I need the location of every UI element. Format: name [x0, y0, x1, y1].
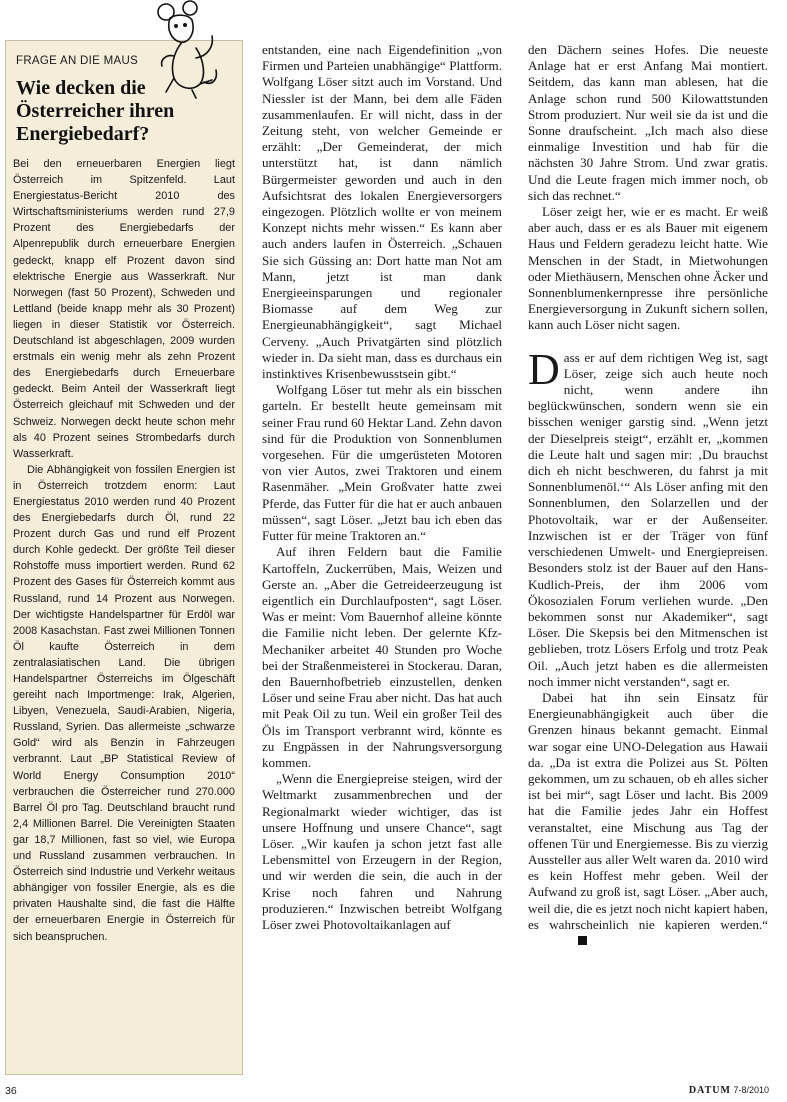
- article-column-2: [262, 42, 502, 1082]
- sidebar-paragraph: Bei den erneuerbaren Energien liegt Österreich im Spitzenfeld. Laut Energiestatus-Bericht 2010 des Wirtschaftsministeriums werden rund 27,9 Prozent des Energiebedarfs der Alpenrepublik durch erneuerbare Energien gedeckt, knapp elf Prozent davon sind elektrische Energie aus Wasserkraft. Nur Norwegen (fast 50 Prozent), Schweden und Lettland (beide knapp mehr als 30 Prozent) liegen in dieser Statistik vor Österreich. Deutschland ist abgeschlagen, 2009 wurden erstmals ein wenig mehr als zehn Prozent des Energiebedarfs durch Erneuerbare gedeckt. Beim Anteil der Wasserkraft liegt Österreich gleichauf mit Schweden und der Schweiz. Norwegen deckt heute schon mehr als 40 Prozent seines Strombedarfs durch Wasserkraft.: [13, 158, 235, 460]
- page-number: 36: [5, 1085, 17, 1097]
- drop-cap: D: [528, 344, 560, 394]
- article-paragraph-dropcap: [528, 344, 768, 690]
- article-paragraph: Wolfgang Löser tut mehr als ein bisschen garteln. Er bestellt heute gemeinsam mit seiner Frau rund 60 Hektar Land. Zehn davon sind für die Produktion von Sonnenblumen vorgesehen. Für die umgerüsteten Motoren von vier Autos, zwei Traktoren und einem Rasenmäher. „Mein Großvater hatte zwei Pferde, das Futter für die hat er auch anbauen müssen“, sagt Löser. „Jetzt bau ich eben das Futter für meine Traktoren an.“: [262, 382, 502, 544]
- sidebar-title: Wie decken die Österreicher ihren Energiebedarf?: [16, 77, 175, 145]
- article-paragraph: entstanden, eine nach Eigendefinition „von Firmen und Parteien unabhängige“ Plattform. Wolfgang Löser sitzt auch im Vorstand. Und Niessler ist der Mann, bei dem alle Fäden zusammenlaufen. Er will nicht, dass in der Zeitung steht, von welcher Gemeinde er erzählt: „Der Gemeinderat, der mich unterstützt hat, ist dann nämlich Bürgermeister geworden und auch in den Aufsichtsrat des lokalen Energieversorgers eingezogen. Plötzlich wollte er von meinem Konzept nichts mehr wissen.“ Es kann aber auch anders laufen in Österreich. „Schauen Sie sich Güssing an: Dort hatte man Not am Mann, jetzt ist man dank Energieeinsparungen und regionaler Biomasse auf dem Weg zur Energieunabhängigkeit“, sagt Michael Cerveny. „Auch Privatgärten sind plötzlich wieder in. Da sieht man, dass es durchaus ein instinktives Krisenbewusstsein gibt.“: [262, 42, 502, 382]
- article-paragraph: Auf ihren Feldern baut die Familie Kartoffeln, Zuckerrüben, Mais, Weizen und Gerste an. „Aber die Getreideerzeugung ist eigentlich ein Durchlaufposten“, sagt Löser. Was er meint: Vom Bauernhof alleine könnte die Familie nicht leben. Der gelernte Kfz-Mechaniker arbeitet 40 Stunden pro Woche bei der Straßenmeisterei in Stockerau. Daran, den Bauernhofbetrieb einzustellen, denken Löser und seine Frau aber nicht. Das hat auch mit Peak Oil zu tun. Weil ein großer Teil des Öls im Transport verbrannt wird, könnte es zu Engpässen in der Nahrungsversorgung kommen.: [262, 544, 502, 770]
- article-column-3: [528, 42, 768, 1082]
- sidebar-kicker: FRAGE AN DIE MAUS: [16, 55, 139, 67]
- sidebar-paragraph: Die Abhängigkeit von fossilen Energien ist in Österreich trotzdem enorm: Laut Energiestatus 2010 werden rund 40 Prozent des Energiebedarfs durch Öl, rund 22 Prozent durch Gas und rund elf Prozent durch Kohle gedeckt. Der größte Teil dieser Rohstoffe muss importiert werden. Rund 62 Prozent des Gases für Österreich kommt aus Russland, rund 14 Prozent aus Norwegen. Der wichtigste Handelspartner für Erdöl war 2008 Kasachstan. Fast zwei Millionen Tonnen Öl kaufte Österreich in dem zentralasiatischen Land. Die übrigen Handelspartner Österreichs im Ölgeschäft gereiht nach Importmenge: Irak, Algerien, Libyen, Venezuela, Saudi-Arabien, Nigeria, Russland, Syrien. Das allermeiste „schwarze Gold“ wird als Benzin in Fahrzeugen verbrannt. Laut „BP Statistical Review of World Energy Consumption 2010“ verbrauchen die Österreicher rund 270.000 Barrel Öl pro Tag. Deutschland braucht rund 2,4 Millionen Barrel. Die Vereinigten Staaten gar 18,7 Millionen, fast so viel, wie Europa und Russland zusammen verbrauchen. In Österreich sind Industrie und Verkehr weitaus abhängiger von fossiler Energie, als es die privaten Haushalte sind, die fast die Hälfte der erneuerbaren Energie in Österreich für sich beanspruchen.: [13, 463, 235, 943]
- article-paragraph: den Dächern seines Hofes. Die neueste Anlage hat er erst Anfang Mai montiert. Seitdem, das kann man ablesen, hat die Anlage schon rund 500 Kilowattstunden Strom produziert. Nur weil sie da ist und die Sonne draufscheint. „Ich mach also diese einmalige Investition und hab für die nächsten 30 Jahre Strom. Und zwar gratis. Und die Leute fragen mich immer noch, ob sich das rechnet.“: [528, 42, 768, 203]
- article-paragraph: „Wenn die Energiepreise steigen, wird der Weltmarkt zusammenbrechen und der Regionalmarkt wieder wichtiger, das ist unsere Hoffnung und unsere Chance“, sagt Löser. „Wir kaufen ja schon jetzt fast alle Lebensmittel von Erzeugern in der Region, und wir werden die sein, die auch in der Krise noch fahren und Nahrung produzieren.“ Inzwischen betreibt Wolfgang Löser zwei Photovoltaikanlagen auf: [262, 771, 502, 932]
- mouse-illustration: [152, 0, 222, 100]
- sidebar-body: [13, 156, 235, 945]
- magazine-issue: 7-8/2010: [733, 1085, 769, 1095]
- article-paragraph: Löser zeigt her, wie er es macht. Er weiß aber auch, dass er es als Bauer mit eigenem Haus und Feldern geradezu leicht hatte. Wie Menschen in der Stadt, in Mietwohungen oder Miethäusern, Menschen ohne Äcker und Sonnenblumenkernpresse ihre persönliche Energieversorgung in Zukunft sichern sollen, kann auch Löser nicht sagen.: [528, 204, 768, 333]
- dropcap-paragraph-text: ass er auf dem richtigen Weg ist, sagt Löser, zeige sich auch heute noch nicht, wenn andere ihn beglückwünschen, sondern wenn sie ein bisschen weniger garstig sind. „Wenn jetzt der Dieselpreis steigt“, erzählt er, „kommen die Leute halt und sagen mir: ‚Du brauchst dich eh nicht beschweren, du fahrst ja mit Sonnenblumenöl.‘“ Als Löser anfing mit den Sonnenblumen, den Solarzellen und der Photovoltaik, war er der Außenseiter. Inzwischen ist er der Träger von fünf verschiedenen Umwelt- und Energiepreisen. Besonders stolz ist der Bauer auf den Hans-Kudlich-Preis, der ihm 2006 vom Ökosozialen Forum verliehen wurde. „Den bekommen sonst nur Akademiker“, sagt Löser. Die Skepsis bei den Mitmenschen ist geblieben, trotz Lösers Erfolg und trotz Peak Oil. „Auch jetzt haben es die allermeisten noch immer nicht verstanden“, sagt er.: [528, 349, 768, 689]
- article-paragraph-final: [528, 690, 768, 949]
- magazine-footer: [689, 1085, 769, 1096]
- end-mark-icon: [578, 936, 587, 945]
- sidebar-box: [5, 40, 243, 1075]
- magazine-name: DATUM: [688, 1085, 731, 1096]
- final-paragraph-text: Dabei hat ihn sein Einsatz für Energieunabhängigkeit auch über die Grenzen hinaus bekannt gemacht. Einmal war sogar eine UNO-Delegation aus Hawaii da. „Da ist extra die Polizei aus St. Pölten gekommen, um zu schauen, ob eh alles sicher ist bei mir“, sagt Löser und lacht. Bis 2009 hat die Familie jedes Jahr ein Hoffest veranstaltet, eine Mischung aus Tag der offenen Tür und Energiemesse. Bis zu vierzig Aussteller aus aller Welt waren da. 2010 wird es kein Hoffest mehr geben. Weil der Aufwand zu groß ist, sagt Löser. „Aber auch, weil die, die es jetzt noch nicht kapiert haben, es wahrscheinlich nie kapieren werden.“: [528, 689, 768, 932]
